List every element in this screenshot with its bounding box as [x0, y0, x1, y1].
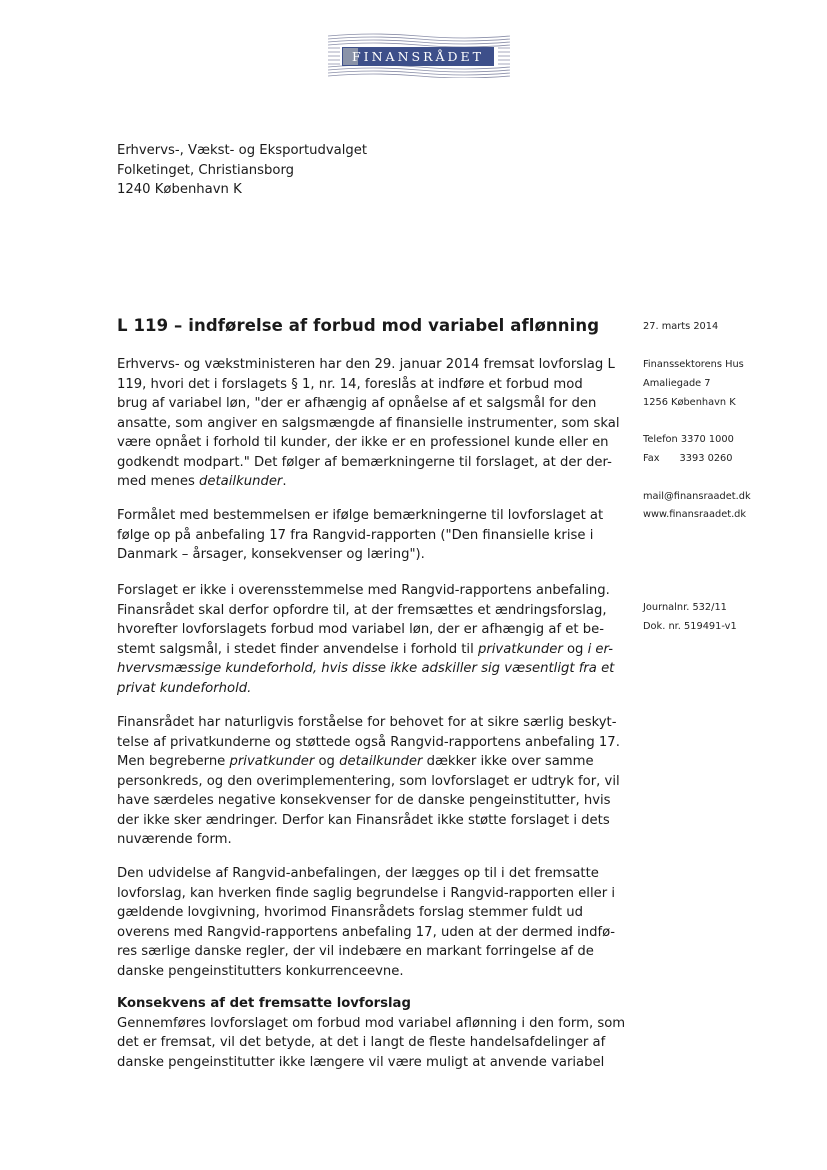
text-run: Men begreberne	[117, 754, 230, 769]
sender-city: 1256 København K	[643, 396, 736, 408]
letter-title: L 119 – indførelse af forbud mod variabel aflønning	[117, 316, 600, 335]
text-line: det er fremsat, vil det betyde, at det i langt de fleste handelsafdelinger af	[117, 1035, 606, 1050]
section-consequence	[117, 994, 626, 1072]
reference-info	[643, 599, 737, 637]
sender-org: Finanssektorens Hus	[643, 359, 744, 370]
text-run: og	[562, 641, 588, 657]
italic-term: i er-	[587, 641, 614, 657]
text-line: 119, hvori det i forslagets § 1, nr. 14, foreslås at indføre et forbud mod	[117, 376, 583, 392]
fax-number: 3393 0260	[679, 452, 733, 464]
text-line: Den udvidelse af Rangvid-anbefalingen, der lægges op til i det fremsatte	[117, 866, 599, 881]
text-line: ansatte, som angiver en salgsmængde af finansielle instrumenter, som skal	[117, 415, 620, 431]
sender-website: www.finansraadet.dk	[643, 509, 747, 521]
text-line: Erhvervs- og vækstministeren har den 29. januar 2014 fremsat lovforslag L	[117, 357, 615, 372]
paragraph-purpose	[117, 506, 607, 565]
section-heading: Konsekvens af det fremsatte lovforslag	[117, 996, 411, 1011]
text-line: have særdeles negative konsekvenser for de danske pengeinstitutter, hvis	[117, 793, 611, 808]
text-line: Formålet med bestemmelsen er ifølge bemærkningerne til lovforslaget at	[117, 508, 604, 523]
italic-term: detailkunder	[199, 474, 283, 489]
text-line: Finansrådet har naturligvis forståelse for behovet for at sikre særlig beskyt-	[117, 715, 617, 730]
italic-term: detailkunder	[339, 754, 423, 769]
sender-street: Amaliegade 7	[643, 377, 711, 389]
recipient-line: Folketinget, Christiansborg	[117, 162, 295, 178]
text-line: godkendt modpart." Det følger af bemærkningerne til forslaget, at der der-	[117, 454, 612, 470]
text-line	[117, 472, 607, 492]
text-run: med menes	[117, 474, 200, 489]
sender-info	[643, 356, 751, 525]
text-line: overens med Rangvid-rapportens anbefaling 17, uden at der dermed indfø-	[117, 924, 615, 940]
text-line: danske pengeinstitutter ikke længere vil være muligt at anvende variabel	[117, 1054, 605, 1070]
text-line: lovforslag, kan hverken finde saglig begrundelse i Rangvid-rapporten eller i	[117, 885, 616, 901]
text-line: privat kundeforhold.	[117, 680, 252, 696]
sender-phone: Telefon 3370 1000	[643, 434, 734, 446]
recipient-address	[117, 141, 367, 200]
text-line: følge op på anbefaling 17 fra Rangvid-rapporten ("Den finansielle krise i	[117, 527, 594, 543]
text-line: hvorefter lovforslagets forbud mod variabel løn, der er afhængig af et be-	[117, 622, 605, 637]
sender-fax	[643, 450, 751, 469]
text-line: danske pengeinstitutters konkurrenceevne.	[117, 963, 404, 979]
text-line: Finansrådet skal derfor opfordre til, at der fremsættes et ændringsforslag,	[117, 602, 607, 618]
text-line: personkreds, og den overimplementering, som lovforslaget er udtryk for, vil	[117, 773, 620, 789]
paragraph-proposal	[117, 581, 615, 698]
text-line: brug af variabel løn, "der er afhængig af opnåelse af et salgsmål for den	[117, 396, 597, 411]
logo-text: FINANSRÅDET	[352, 49, 484, 64]
text-line: være opnået i forhold til kunder, der ikke er en professionel kunde eller en	[117, 435, 609, 450]
text-line: nuværende form.	[117, 832, 232, 847]
sender-email: mail@finansraadet.dk	[643, 490, 751, 502]
paragraph-intro	[117, 355, 620, 492]
text-line	[117, 752, 607, 772]
text-line: der ikke sker ændringer. Derfor kan Finansrådet ikke støtte forslaget i dets	[117, 812, 610, 828]
text-line: Danmark – årsager, konsekvenser og læring").	[117, 547, 425, 562]
text-run: stemt salgsmål, i stedet finder anvendelse i forhold til	[117, 641, 478, 657]
recipient-line: Erhvervs-, Vækst- og Eksportudvalget	[117, 143, 368, 158]
finansraadet-logo	[328, 32, 510, 78]
text-run: og	[314, 754, 340, 769]
journal-number: Journalnr. 532/11	[643, 602, 727, 613]
text-run: .	[282, 474, 287, 489]
text-line	[117, 640, 614, 660]
italic-term: privatkunder	[229, 754, 315, 769]
text-line: res særlige danske regler, der vil indebære en markant forringelse af de	[117, 944, 594, 959]
text-line: gældende lovgivning, hvorimod Finansrådets forslag stemmer fuldt ud	[117, 905, 583, 920]
paragraph-understanding	[117, 713, 620, 850]
italic-term: privatkunder	[477, 641, 563, 657]
document-number: Dok. nr. 519491-v1	[643, 620, 737, 632]
text-line: telse af privatkunderne og støttede også Rangvid-rapportens anbefaling 17.	[117, 734, 620, 750]
text-line: Gennemføres lovforslaget om forbud mod variabel aflønning i den form, som	[117, 1015, 626, 1031]
letter-date: 27. marts 2014	[643, 321, 719, 332]
text-line: hvervsmæssige kundeforhold, hvis disse ikke adskiller sig væsentligt fra et	[117, 661, 615, 676]
text-run: dækker ikke over samme	[422, 754, 594, 769]
fax-label: Fax	[643, 452, 660, 464]
text-line: Forslaget er ikke i overensstemmelse med Rangvid-rapportens anbefaling.	[117, 583, 610, 598]
paragraph-expansion	[117, 864, 616, 981]
recipient-line: 1240 København K	[117, 182, 242, 198]
